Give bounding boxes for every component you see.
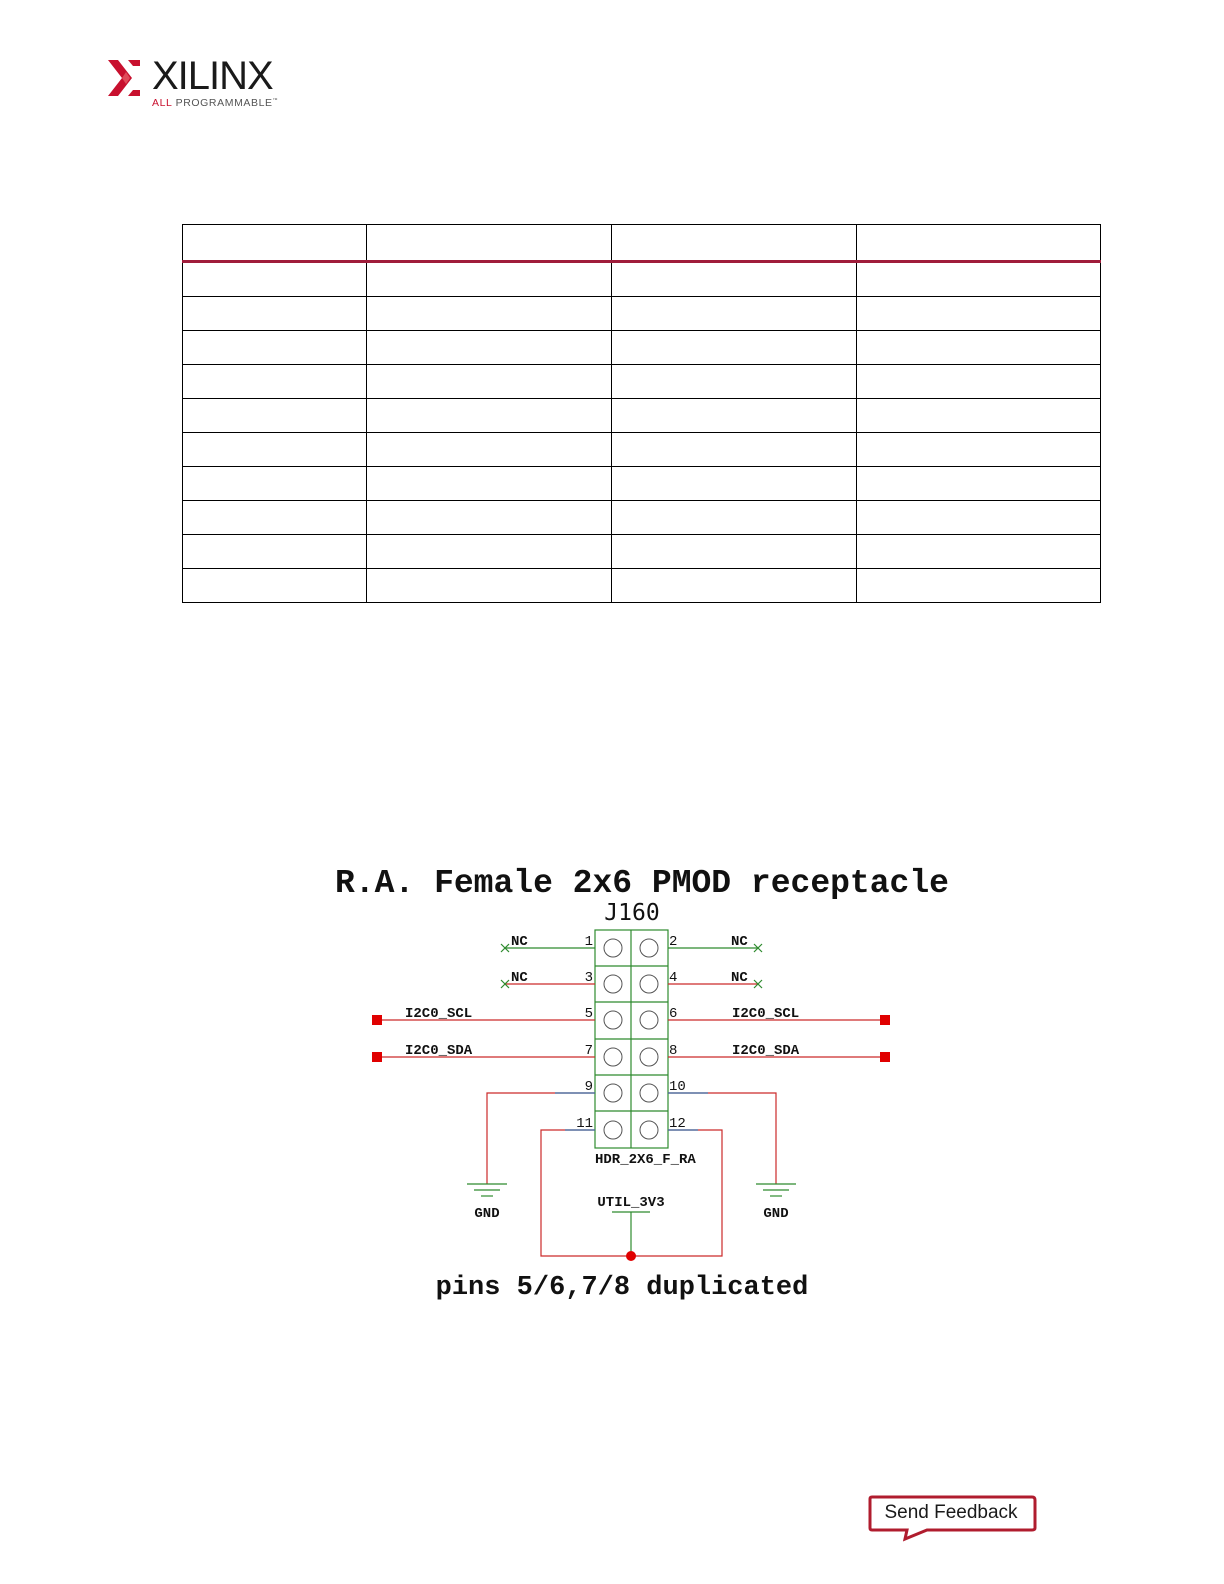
pin-number: 4 bbox=[669, 970, 678, 986]
net-label-nc: NC bbox=[511, 970, 528, 986]
connector-ref: J160 bbox=[604, 900, 660, 926]
table-cell bbox=[612, 535, 857, 569]
table-cell bbox=[367, 433, 612, 467]
table-cell bbox=[367, 331, 612, 365]
table-row bbox=[183, 297, 1101, 331]
table-header-row bbox=[183, 225, 1101, 262]
table-row bbox=[183, 399, 1101, 433]
pin-number: 10 bbox=[669, 1079, 686, 1095]
table-cell bbox=[367, 467, 612, 501]
table-cell bbox=[183, 331, 367, 365]
brand-tagline-rest: PROGRAMMABLE bbox=[172, 97, 273, 109]
table-header-cell bbox=[612, 225, 857, 262]
table-row bbox=[183, 501, 1101, 535]
table-row bbox=[183, 467, 1101, 501]
table-cell bbox=[857, 501, 1101, 535]
ground-symbol-right bbox=[756, 1184, 796, 1196]
table-cell bbox=[367, 569, 612, 603]
net-label-sda: I2C0_SDA bbox=[732, 1043, 800, 1059]
table-cell bbox=[857, 433, 1101, 467]
table-cell bbox=[612, 501, 857, 535]
table-cell bbox=[183, 467, 367, 501]
table-cell bbox=[857, 569, 1101, 603]
table-row bbox=[183, 365, 1101, 399]
net-label-sda: I2C0_SDA bbox=[405, 1043, 473, 1059]
table-cell bbox=[183, 297, 367, 331]
table-cell bbox=[612, 262, 857, 297]
table-cell bbox=[367, 535, 612, 569]
net-label-nc: NC bbox=[511, 934, 528, 950]
net-label-nc: NC bbox=[731, 934, 748, 950]
table-cell bbox=[367, 262, 612, 297]
table-cell bbox=[857, 535, 1101, 569]
table-cell bbox=[612, 569, 857, 603]
gnd-label: GND bbox=[474, 1206, 500, 1222]
gnd-label: GND bbox=[763, 1206, 789, 1222]
net-label-scl: I2C0_SCL bbox=[732, 1006, 800, 1022]
xilinx-logo bbox=[106, 52, 286, 114]
table-cell bbox=[857, 399, 1101, 433]
pin-number: 3 bbox=[584, 970, 593, 986]
table-cell bbox=[612, 433, 857, 467]
table-cell bbox=[183, 535, 367, 569]
table-cell bbox=[367, 297, 612, 331]
pin-number: 5 bbox=[584, 1006, 593, 1022]
net-label-nc: NC bbox=[731, 970, 748, 986]
table-row bbox=[183, 433, 1101, 467]
table-cell bbox=[612, 365, 857, 399]
xilinx-logo-icon bbox=[106, 58, 142, 98]
table-header-cell bbox=[857, 225, 1101, 262]
table-cell bbox=[612, 399, 857, 433]
part-label: HDR_2X6_F_RA bbox=[595, 1152, 696, 1168]
pin-number: 12 bbox=[669, 1116, 686, 1132]
pin-number: 9 bbox=[584, 1079, 593, 1095]
table-cell bbox=[857, 365, 1101, 399]
send-feedback-label: Send Feedback bbox=[884, 1502, 1018, 1523]
pin-number: 7 bbox=[584, 1043, 593, 1059]
table-row bbox=[183, 535, 1101, 569]
table-header-cell bbox=[183, 225, 367, 262]
table-header-cell bbox=[367, 225, 612, 262]
table-cell bbox=[183, 433, 367, 467]
pmod-schematic bbox=[0, 840, 1224, 1320]
table-cell bbox=[857, 467, 1101, 501]
pin-number: 1 bbox=[584, 934, 593, 950]
pin-number: 6 bbox=[669, 1006, 678, 1022]
brand-tagline-accent: ALL bbox=[152, 97, 173, 109]
send-feedback-button[interactable] bbox=[867, 1495, 1037, 1543]
table-cell bbox=[612, 331, 857, 365]
table-row bbox=[183, 262, 1101, 297]
table-cell bbox=[183, 569, 367, 603]
table-cell bbox=[857, 331, 1101, 365]
table-cell bbox=[183, 365, 367, 399]
pin-number: 8 bbox=[669, 1043, 678, 1059]
pin-table bbox=[182, 224, 1101, 603]
pin-number: 11 bbox=[576, 1116, 593, 1132]
brand-tagline-mark: ™ bbox=[272, 97, 279, 104]
table-cell bbox=[857, 262, 1101, 297]
table-cell bbox=[183, 501, 367, 535]
table-cell bbox=[367, 501, 612, 535]
brand-tagline bbox=[152, 97, 278, 109]
table-cell bbox=[857, 297, 1101, 331]
schematic-title: R.A. Female 2x6 PMOD receptacle bbox=[335, 865, 949, 902]
table-cell bbox=[367, 399, 612, 433]
table-cell bbox=[367, 365, 612, 399]
table-cell bbox=[612, 297, 857, 331]
table-row bbox=[183, 331, 1101, 365]
brand-name: XILINX bbox=[152, 54, 273, 98]
table-cell bbox=[183, 399, 367, 433]
schematic-footnote: pins 5/6,7/8 duplicated bbox=[435, 1273, 809, 1303]
table-cell bbox=[183, 262, 367, 297]
table-cell bbox=[612, 467, 857, 501]
power-label: UTIL_3V3 bbox=[597, 1195, 665, 1211]
pin-number: 2 bbox=[669, 934, 678, 950]
connector-body bbox=[595, 930, 668, 1148]
net-label-scl: I2C0_SCL bbox=[405, 1006, 473, 1022]
ground-symbol-left bbox=[467, 1184, 507, 1196]
table-row bbox=[183, 569, 1101, 603]
